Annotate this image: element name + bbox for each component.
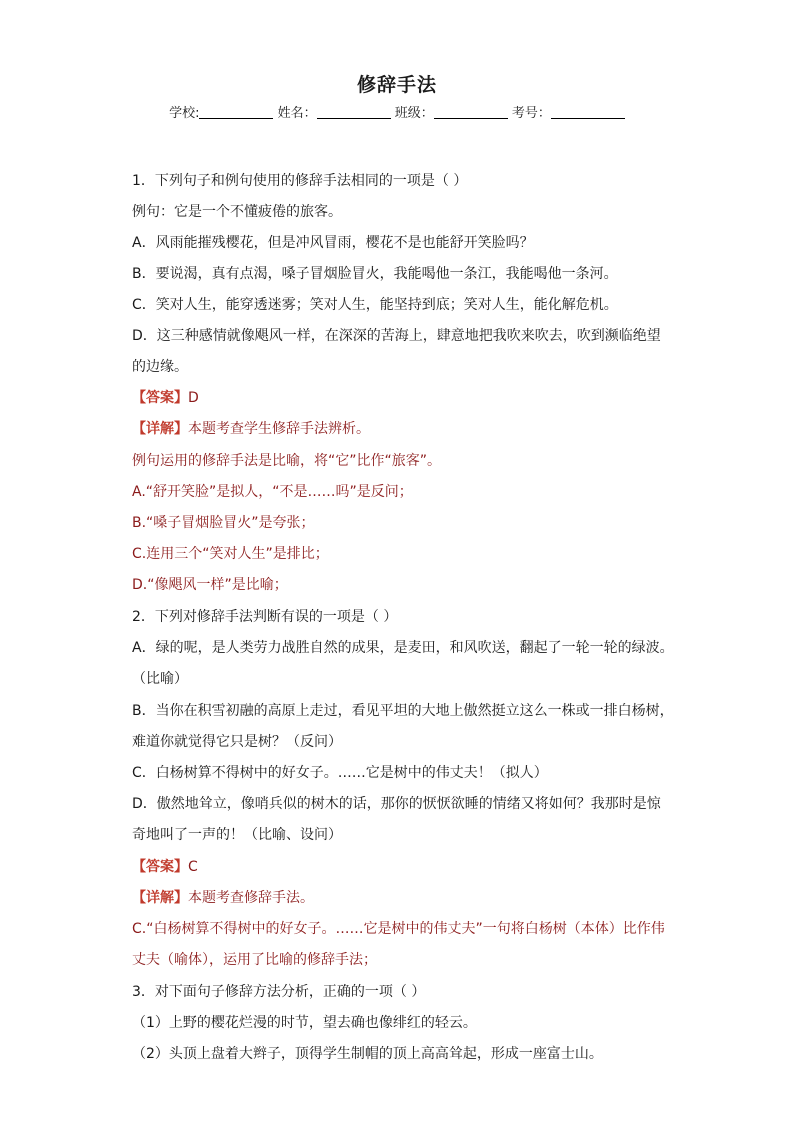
detail-tag: 【详解】: [132, 890, 188, 906]
detail-text: 本题考查修辞手法。: [188, 890, 314, 906]
answer-value: C: [188, 859, 198, 875]
q1-explanation-1: 例句运用的修辞手法是比喻，将“它”比作“旅客”。: [132, 453, 442, 469]
q1-explanation-3: B.“嗓子冒烟脸冒火”是夸张；: [132, 515, 315, 531]
q2-option-b-line2: 难道你就觉得它只是树？（反问）: [132, 734, 342, 750]
q1-example: 例句：它是一个不懂疲倦的旅客。: [132, 204, 342, 220]
q1-explanation-2: A.“舒开笑脸”是拟人，“不是……吗”是反问；: [132, 484, 413, 500]
q2-detail: [132, 888, 672, 908]
school-label: 学校:: [169, 106, 200, 121]
q1-option-d-line2: 的边缘。: [132, 359, 188, 375]
q2-option-c: C．白杨树算不得树中的好女子。……它是树中的伟丈夫！（拟人）: [132, 765, 548, 781]
q2-option-a-line1: A．绿的呢，是人类劳力战胜自然的成果，是麦田，和风吹送，翻起了一轮一轮的绿波。: [132, 640, 674, 656]
q2-option-a-line2: （比喻）: [132, 671, 188, 687]
exam-number-blank: [551, 105, 625, 119]
answer-tag: 【答案】: [132, 390, 188, 406]
q2-stem: 2．下列对修辞手法判断有误的一项是（ ）: [132, 609, 398, 625]
detail-text: 本题考查学生修辞手法辨析。: [188, 421, 370, 437]
answer-value: D: [188, 390, 199, 406]
school-blank: [199, 105, 273, 119]
q1-stem: 1．下列句子和例句使用的修辞手法相同的一项是（ ）: [132, 173, 468, 189]
class-blank: [434, 105, 508, 119]
exam-number-label: 考号：: [511, 106, 551, 121]
q3-stem: 3．对下面句子修辞方法分析，正确的一项（ ）: [132, 984, 426, 1000]
name-label: 姓名：: [277, 106, 317, 121]
q2-option-b-line1: B．当你在积雪初融的高原上走过，看见平坦的大地上傲然挺立这么一株或一排白杨树，: [132, 703, 674, 719]
page-title: 修辞手法: [356, 74, 437, 96]
q1-option-b: B．要说渴，真有点渴，嗓子冒烟脸冒火，我能喝他一条江，我能喝他一条河。: [132, 266, 618, 282]
q1-explanation-5: D.“像飓风一样”是比喻；: [132, 577, 288, 593]
q2-option-d-line1: D．傲然地耸立，像哨兵似的树木的话，那你的恹恹欲睡的情绪又将如何？我那时是惊: [132, 796, 661, 812]
q1-answer: [132, 388, 672, 408]
name-blank: [317, 105, 391, 119]
q1-detail: [132, 419, 672, 439]
q1-explanation-4: C.连用三个“笑对人生”是排比；: [132, 546, 329, 562]
q1-option-a: A．风雨能摧残樱花，但是冲风冒雨，樱花不是也能舒开笑脸吗？: [132, 235, 534, 251]
class-label: 班级：: [394, 106, 434, 121]
q1-option-c: C．笑对人生，能穿透迷雾；笑对人生，能坚持到底；笑对人生，能化解危机。: [132, 297, 618, 313]
q2-answer: [132, 857, 672, 877]
q2-explanation-2: 丈夫（喻体），运用了比喻的修辞手法；: [132, 952, 377, 968]
q3-sentence-2: （2）头顶上盘着大辫子，顶得学生制帽的顶上高高耸起，形成一座富士山。: [132, 1046, 603, 1062]
answer-tag: 【答案】: [132, 859, 188, 875]
q2-explanation-1: C.“白杨树算不得树中的好女子。……它是树中的伟丈夫”一句将白杨树（本体）比作伟: [132, 921, 665, 937]
student-info-line: [0, 102, 794, 121]
q2-option-d-line2: 奇地叫了一声的！（比喻、设问）: [132, 827, 342, 843]
q1-option-d-line1: D．这三种感情就像飓风一样，在深深的苦海上，肆意地把我吹来吹去，吹到濒临绝望: [132, 328, 661, 344]
detail-tag: 【详解】: [132, 421, 188, 437]
q3-sentence-1: （1）上野的樱花烂漫的时节，望去确也像绯红的轻云。: [132, 1015, 477, 1031]
